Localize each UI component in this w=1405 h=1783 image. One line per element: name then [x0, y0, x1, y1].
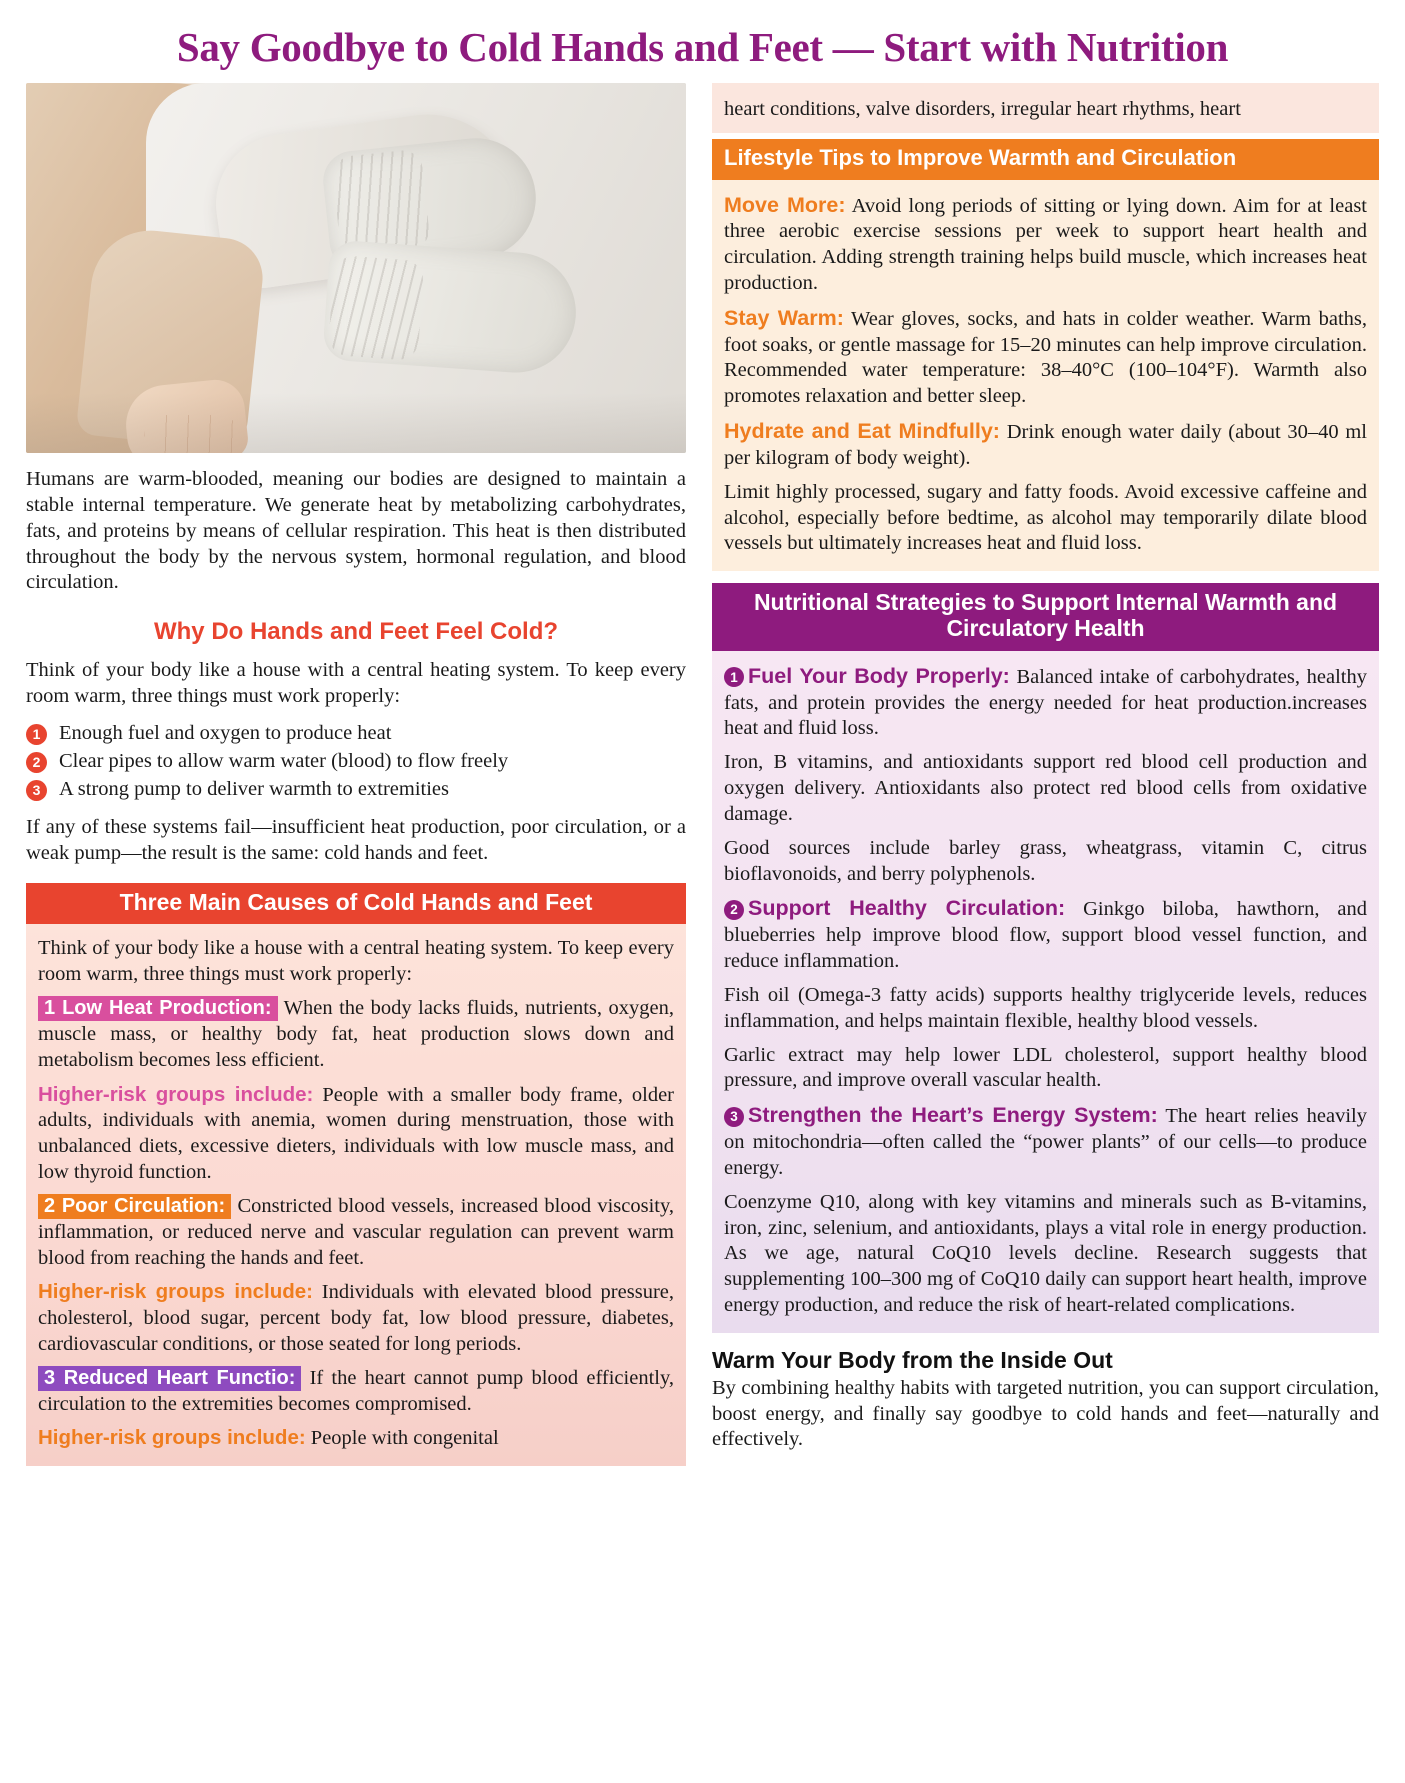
cause-2-risk-label: Higher-risk groups include:: [38, 1280, 313, 1304]
list-number-badge: 3: [26, 780, 47, 801]
closing-paragraph: By combining healthy habits with targeted nutrition, you can support circulation, boost energy, and finally say goodbye to cold hands and feet—naturally and effectively.: [712, 1376, 1379, 1451]
two-column-layout: [26, 83, 1379, 1466]
why-list: [26, 720, 686, 803]
photo-sock-ribbing-upper: [331, 149, 431, 258]
section-header-lifestyle: Lifestyle Tips to Improve Warmth and Circulation: [712, 139, 1379, 180]
lifestyle-item-2-text: Wear gloves, socks, and hats in colder weather. Warm baths, foot soaks, or gentle massage for 15–20 minutes can help improve circulation. Recommended water temperature: 38–40°C (100–104°F). Warmth also promotes relaxation and better sleep.: [724, 307, 1367, 408]
list-item-label: A strong pump to deliver warmth to extremities: [59, 777, 450, 800]
lifestyle-item-3-label: Hydrate and Eat Mindfully:: [724, 419, 1000, 444]
list-number-badge: 1: [26, 724, 47, 745]
cause-2-text: Constricted blood vessels, increased blood viscosity, inflammation, or reduced nerve and vascular regulation can prevent warm blood from reaching the hands and feet.: [38, 1194, 675, 1269]
nutrition-item-2-label: Support Healthy Circulation:: [748, 896, 1066, 921]
nutrition-item-3-para-1: Coenzyme Q10, along with key vitamins and minerals such as B-vitamins, iron, zinc, selenium, and antioxidants, plays a vital role in energy production. As we age, natural CoQ10 levels decline. Research suggests that supplementing 100–300 mg of CoQ10 daily can support heart health, improve energy production, and reduce the risk of heart-related complications.: [724, 1190, 1367, 1316]
list-number-badge: 2: [26, 752, 47, 773]
lifestyle-item-2: [724, 305, 1367, 410]
nutrition-item-1-para-2: Good sources include barley grass, wheatgrass, vitamin C, citrus bioflavonoids, and berry polyphenols.: [724, 836, 1367, 885]
photo-sock-ribbing-lower: [328, 255, 425, 361]
lifestyle-item-1-text: Avoid long periods of sitting or lying down. Aim for at least three aerobic exercise sessions per week to support heart health and circulation. Adding strength training helps build muscle, which increases heat production.: [724, 194, 1367, 294]
nutrition-item-3: [724, 1102, 1367, 1181]
nutrition-item-2-para-1: Fish oil (Omega-3 fatty acids) supports healthy triglyceride levels, reduces inflammation, and helps maintain flexible, healthy blood vessels.: [724, 983, 1367, 1032]
nutrition-item-1: [724, 663, 1367, 742]
cause-2-tag: 2 Poor Circulation:: [38, 1194, 231, 1219]
cause-3-paragraph: [38, 1366, 674, 1418]
lifestyle-item-3: [724, 418, 1367, 472]
lifestyle-item-1-label: Move More:: [724, 192, 846, 217]
cause-1-risk-label: Higher-risk groups include:: [38, 1082, 314, 1106]
cause-2-paragraph: [38, 1194, 674, 1271]
why-intro-paragraph: Think of your body like a house with a central heating system. To keep every room warm, three things must work properly:: [26, 659, 686, 708]
cause-3-text: If the heart cannot pump blood efficiently, circulation to the extremities becomes compromised.: [38, 1366, 675, 1415]
cause-2-risk-text: Individuals with elevated blood pressure, cholesterol, blood sugar, percent body fat, low blood pressure, diabetes, cardiovascular conditions, or those seated for long periods.: [38, 1281, 674, 1355]
nutrition-panel: [712, 651, 1379, 1333]
cause-1-tag: 1 Low Heat Production:: [38, 996, 278, 1021]
section-header-causes: Three Main Causes of Cold Hands and Feet: [26, 883, 686, 925]
nutrition-item-2-number: 2: [724, 900, 744, 920]
causes-intro: Think of your body like a house with a central heating system. To keep every room warm, three things must work properly:: [38, 937, 674, 986]
lifestyle-panel: [712, 180, 1379, 572]
cause-1-text: When the body lacks fluids, nutrients, oxygen, muscle mass, or healthy body fat, heat production slows down and metabolism becomes less efficient.: [38, 997, 674, 1071]
page-title: Say Goodbye to Cold Hands and Feet — Start with Nutrition: [176, 24, 1229, 70]
lifestyle-item-3-text: Drink enough water daily (about 30–40 ml per kilogram of body weight).: [724, 421, 1368, 469]
list-item: [26, 720, 686, 747]
nutrition-item-2-text: Ginkgo biloba, hawthorn, and blueberries help improve blood flow, support blood vessel function, and reduce inflammation.: [724, 898, 1368, 973]
why-heading: Why Do Hands and Feet Feel Cold?: [153, 618, 559, 646]
list-item: [26, 776, 686, 803]
list-item: [26, 748, 686, 775]
nutrition-item-1-text: Balanced intake of carbohydrates, healthy fats, and protein provides the energy needed for heat production.increases heat and fluid loss.: [724, 665, 1367, 740]
cause-1-risk-text: People with a smaller body frame, older adults, individuals with anemia, women during menstruation, those with unbalanced diets, excessive dieters, individuals with low muscle mass, and low thyroid function.: [38, 1083, 674, 1184]
lifestyle-extra-text: Limit highly processed, sugary and fatty foods. Avoid excessive caffeine and alcohol, especially before bedtime, as alcohol may temporarily dilate blood vessels but ultimately increases heat and fluid loss.: [724, 480, 1367, 555]
intro-paragraph: Humans are warm-blooded, meaning our bodies are designed to maintain a stable internal temperature. We generate heat by metabolizing carbohydrates, fats, and proteins by means of cellular respiration. This heat is then distributed throughout the body by the nervous system, hormonal regulation, and blood circulation.: [26, 468, 686, 594]
nutrition-item-3-label: Strengthen the Heart’s Energy System:: [748, 1103, 1158, 1128]
list-item-label: Enough fuel and oxygen to produce heat: [59, 721, 392, 744]
cause-3-risk-text: People with congenital: [310, 1427, 499, 1450]
hero-photo: [26, 83, 686, 453]
nutrition-item-1-para-1: Iron, B vitamins, and antioxidants support red blood cell production and oxygen delivery. Antioxidants also protect red blood cells from oxidative damage.: [724, 751, 1367, 825]
cause-3-tag: 3 Reduced Heart Functio:: [38, 1366, 301, 1391]
cause-1-risk-paragraph: [38, 1082, 674, 1186]
right-column: [712, 83, 1379, 1453]
nutrition-item-3-text: The heart relies heavily on mitochondria—often called the “power plants” of our cells—to produce energy.: [724, 1105, 1367, 1179]
why-outro-paragraph: If any of these systems fail—insufficient heat production, poor circulation, or a weak pump—the result is the same: cold hands and feet.: [26, 815, 686, 864]
cause-3-risk-paragraph: [38, 1425, 674, 1452]
list-item-label: Clear pipes to allow warm water (blood) to flow freely: [59, 749, 509, 772]
nutrition-item-1-number: 1: [724, 667, 744, 687]
cause-2-risk-paragraph: [38, 1279, 674, 1357]
cause-3-risk-label: Higher-risk groups include:: [38, 1426, 306, 1450]
photo-shadow: [26, 393, 686, 453]
nutrition-item-3-number: 3: [724, 1107, 744, 1127]
continued-text: heart conditions, valve disorders, irregular heart rhythms, heart: [724, 98, 1241, 121]
left-column: [26, 83, 686, 1466]
lifestyle-item-1: [724, 192, 1367, 297]
closing-heading: Warm Your Body from the Inside Out: [712, 1346, 1113, 1373]
nutrition-item-2: [724, 895, 1367, 974]
cause-1-paragraph: [38, 996, 674, 1073]
continued-panel: [712, 83, 1379, 133]
nutrition-item-2-para-2: Garlic extract may help lower LDL cholesterol, support healthy blood pressure, and improve overall vascular health.: [724, 1043, 1367, 1092]
lifestyle-item-2-label: Stay Warm:: [724, 305, 844, 330]
nutrition-item-1-label: Fuel Your Body Properly:: [748, 663, 1010, 688]
section-header-nutrition: Nutritional Strategies to Support Internal Warmth and Circulatory Health: [712, 583, 1379, 651]
causes-panel: [26, 924, 686, 1466]
